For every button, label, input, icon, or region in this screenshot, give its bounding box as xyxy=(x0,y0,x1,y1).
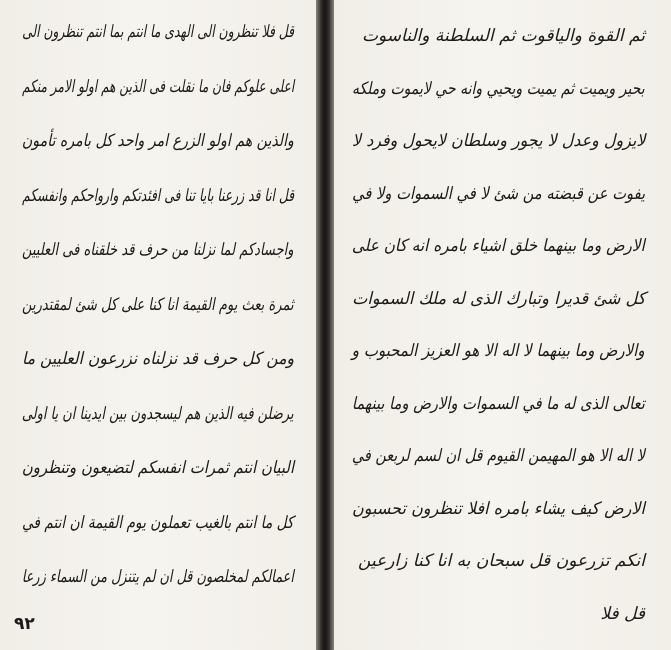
page-number: ٩٢ xyxy=(14,614,35,634)
manuscript-line: قل فلا xyxy=(600,603,645,624)
manuscript-line: قل فلا تنظرون الى الهدى ما انتم بما انتم تنظرون الى xyxy=(22,22,294,42)
manuscript-line: لايزول وعدل لا يجور وسلطان لايحول وفرد لا xyxy=(351,131,645,151)
manuscript-line: اعلى علوكم فان ما نقلت فى الذين هم اولو الامر منكم xyxy=(21,76,294,97)
manuscript-line: ثم القوة والياقوت ثم السلطنة والناسوت xyxy=(362,26,645,46)
left-page xyxy=(0,0,316,650)
manuscript-line: تعالى الذى له ما في السموات والارض وما بينهما xyxy=(352,393,645,414)
manuscript-line: يرضلن فيه الذين هم ليسجدون بين ايدينا ان يا اولى xyxy=(22,403,294,424)
manuscript-line: يفوت عن قبضته من شئ لا في السموات ولا في xyxy=(351,183,645,204)
manuscript-line: كل ما انتم بالغيب تعملون يوم القيمة ان انتم في xyxy=(22,512,294,533)
manuscript-line: ومن كل حرف قد نزلناه نزرعون العليين ما xyxy=(21,349,294,369)
manuscript-line: انكم تزرعون قل سبحان به انا كنا زارعين xyxy=(358,551,645,571)
manuscript-line: الارض وما بينهما خلق اشياء بامره انه كان على xyxy=(352,236,645,256)
manuscript-line: كل شئ قديرا وتبارك الذى له ملك السموات xyxy=(351,288,645,309)
manuscript-line: واجسادكم لما نزلنا من حرف قد خلقناه فى العليين xyxy=(22,240,294,260)
manuscript-line: قل انا قد زرعنا بايا تنا فى افئدتكم وارواحكم وانفسكم xyxy=(22,185,294,206)
book-gutter xyxy=(316,0,334,650)
manuscript-line: البيان انتم ثمرات انفسكم لتضيعون وتنظرون xyxy=(21,458,294,478)
manuscript-line: لا اله الا هو المهيمن القيوم قل ان لسم لربعن في xyxy=(352,446,645,466)
manuscript-line: والارض وما بينهما لا اله الا هو العزيز المحبوب و xyxy=(352,341,645,361)
manuscript-line: الارض كيف يشاء بامره افلا تنظرون تحسبون xyxy=(352,498,645,519)
manuscript-line: والذين هم اولو الزرع امر واحد كل بامره تأمون xyxy=(22,131,294,151)
manuscript-line: اعمالكم لمخلصون قل ان لم يتنزل من السماء زرعا xyxy=(21,567,294,587)
manuscript-line: بحير ويميت ثم يميت ويحيي وانه حي لايموت وملكه xyxy=(352,78,645,99)
manuscript-line: ثمرة بعث يوم القيمة انا كنا على كل شئ لمقتدرين xyxy=(22,294,294,315)
right-page xyxy=(334,0,671,650)
